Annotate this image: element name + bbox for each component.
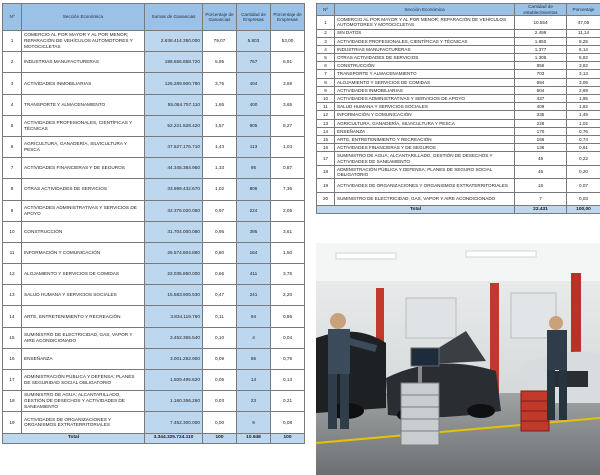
row-ganancias: 26.574.804.880	[145, 242, 203, 263]
row-pct-empresas: 8,27	[271, 115, 305, 136]
row-section: ACTIVIDADES FINANCIERAS Y DE SEGUROS	[335, 144, 515, 152]
row-empresas: 9	[237, 412, 271, 433]
row-section: CONSTRUCCIÓN	[22, 221, 145, 242]
row-pct-ganancias: 3,75	[203, 73, 237, 94]
row-empresas: 94	[237, 306, 271, 327]
row-pct-ganancias: 0,03	[203, 391, 237, 412]
row-pct-empresas: 0,21	[271, 391, 305, 412]
row-number: 2	[3, 52, 22, 73]
table-row	[3, 306, 305, 327]
row-section: ENSEÑANZA	[335, 127, 515, 135]
row-number: 15	[317, 135, 335, 143]
row-pct: 1,02	[567, 119, 600, 127]
row-pct: 1,95	[567, 95, 600, 103]
row-ganancias: 3.452.365.540	[145, 327, 203, 348]
row-number: 6	[317, 62, 335, 70]
table-row	[317, 165, 600, 179]
total-pct-ganancias: 100	[203, 433, 237, 443]
total-cantidad: 22.431	[515, 206, 567, 214]
row-number: 11	[317, 103, 335, 111]
row-pct: 11,14	[567, 29, 600, 37]
row-empresas: 905	[237, 115, 271, 136]
row-number: 14	[3, 306, 22, 327]
row-cantidad: 604	[515, 86, 567, 94]
row-pct-empresas: 3,61	[271, 221, 305, 242]
row-number: 17	[317, 152, 335, 166]
row-cantidad: 856	[515, 62, 567, 70]
row-section: ACTIVIDADES ADMINISTRATIVAS Y SERVICIOS DE APOYO	[335, 95, 515, 103]
row-number: 19	[317, 179, 335, 193]
auto-repair-workshop-image	[316, 243, 600, 475]
table-row	[3, 264, 305, 285]
row-empresas: 4	[237, 327, 271, 348]
table-row	[3, 136, 305, 157]
row-number: 10	[317, 95, 335, 103]
table-row	[317, 45, 600, 53]
table-row	[317, 111, 600, 119]
table-row	[3, 412, 305, 433]
row-section: ALOJAMIENTO Y SERVICIOS DE COMIDAS	[335, 78, 515, 86]
row-cantidad: 1.850	[515, 37, 567, 45]
row-pct-empresas: 0,04	[271, 327, 305, 348]
row-pct-ganancias: 79,07	[203, 31, 237, 52]
table-row	[317, 192, 600, 206]
row-empresas: 241	[237, 285, 271, 306]
row-number: 1	[317, 16, 335, 30]
row-number: 16	[3, 348, 22, 369]
table-row	[3, 31, 305, 52]
row-number: 5	[3, 115, 22, 136]
row-number: 13	[3, 285, 22, 306]
row-number: 18	[3, 391, 22, 412]
table-row	[3, 158, 305, 179]
row-number: 7	[317, 70, 335, 78]
row-section: CONSTRUCCIÓN	[335, 62, 515, 70]
row-pct-empresas: 6,91	[271, 52, 305, 73]
row-empresas: 95	[237, 158, 271, 179]
row-number: 7	[3, 158, 22, 179]
row-section: SUMINISTRO DE AGUA; ALCANTARILLADO, GESTIÓN DE DESECHOS Y ACTIVIDADES DE SANEAMIENTO	[335, 152, 515, 166]
col-header: Nº	[317, 4, 335, 16]
row-empresas: 23	[237, 391, 271, 412]
total-pct-empresas: 100	[271, 433, 305, 443]
row-cantidad: 1.377	[515, 45, 567, 53]
row-number: 1	[3, 31, 22, 52]
row-section: SUMINISTRO DE ELECTRICIDAD, GAS, VAPOR Y AIRE ACONDICIONADO	[335, 192, 515, 206]
row-pct-ganancias: 0,09	[203, 348, 237, 369]
left-table-total-row	[3, 433, 305, 443]
table-row	[3, 115, 305, 136]
table-row	[317, 144, 600, 152]
table-row	[3, 179, 305, 200]
table-row	[3, 391, 305, 412]
row-cantidad: 45	[515, 165, 567, 179]
row-pct: 3,05	[567, 78, 600, 86]
table-row	[3, 94, 305, 115]
row-pct: 2,69	[567, 86, 600, 94]
row-pct: 47,05	[567, 16, 600, 30]
row-empresas: 400	[237, 94, 271, 115]
col-header: Porcentaje de Ganancias	[203, 4, 237, 31]
row-pct: 0,74	[567, 135, 600, 143]
row-ganancias: 44.345.384.950	[145, 158, 203, 179]
row-pct-empresas: 0,79	[271, 348, 305, 369]
row-empresas: 411	[237, 264, 271, 285]
row-pct-empresas: 0,13	[271, 370, 305, 391]
total-ganancias: 3.344.325.724.110	[145, 433, 203, 443]
row-number: 20	[317, 192, 335, 206]
table-row	[3, 221, 305, 242]
row-cantidad: 16	[515, 179, 567, 193]
row-section: INFORMACIÓN Y COMUNICACIÓN	[335, 111, 515, 119]
row-number: 19	[3, 412, 22, 433]
row-section: ACTIVIDADES FINANCIERAS Y DE SEGUROS	[22, 158, 145, 179]
row-ganancias: 1.160.356.260	[145, 391, 203, 412]
row-pct: 0,76	[567, 127, 600, 135]
row-pct: 3,82	[567, 62, 600, 70]
row-pct-ganancias: 0,10	[203, 327, 237, 348]
row-section: SALUD HUMANA Y SERVICIOS SOCIALES	[335, 103, 515, 111]
row-section: OTRAS ACTIVIDADES DE SERVICIOS	[335, 54, 515, 62]
row-section: ACTIVIDADES DE ORGANIZACIONES Y ORGANISMOS EXTRATERRITORIALES	[335, 179, 515, 193]
row-pct: 6,14	[567, 45, 600, 53]
left-data-table	[2, 3, 305, 444]
table-row	[3, 348, 305, 369]
row-section: ACTIVIDADES INMOBILIARIAS	[22, 73, 145, 94]
table-row	[317, 152, 600, 166]
row-ganancias: 52.221.528.420	[145, 115, 203, 136]
table-row	[3, 52, 305, 73]
row-pct: 5,82	[567, 54, 600, 62]
row-section: INFORMACIÓN Y COMUNICACIÓN	[22, 242, 145, 263]
row-ganancias: 3.834.119.760	[145, 306, 203, 327]
row-cantidad: 166	[515, 135, 567, 143]
row-ganancias: 55.084.757.110	[145, 94, 203, 115]
row-number: 13	[317, 119, 335, 127]
total-pct: 100,00	[567, 206, 600, 214]
row-pct-ganancias: 1,65	[203, 94, 237, 115]
row-pct-ganancias: 0,66	[203, 264, 237, 285]
row-pct: 0,20	[567, 165, 600, 179]
row-cantidad: 684	[515, 78, 567, 86]
right-data-table	[316, 3, 600, 214]
right-table-total-row	[317, 206, 600, 214]
row-section: INDUSTRIAS MANUFACTURERAS	[22, 52, 145, 73]
row-cantidad: 703	[515, 70, 567, 78]
row-ganancias: 7.452.300.000	[145, 412, 203, 433]
row-pct-empresas: 3,65	[271, 94, 305, 115]
row-empresas: 14	[237, 370, 271, 391]
row-ganancias: 22.035.850.000	[145, 264, 203, 285]
right-table-header-row	[317, 4, 600, 16]
table-row	[317, 16, 600, 30]
table-row	[317, 179, 600, 193]
row-section: SUMINISTRO DE ELECTRICIDAD, GAS, VAPOR Y AIRE ACONDICIONADO	[22, 327, 145, 348]
table-row	[3, 285, 305, 306]
row-pct-ganancias: 5,95	[203, 52, 237, 73]
row-pct-ganancias: 0,95	[203, 221, 237, 242]
row-ganancias: 33.999.432.670	[145, 179, 203, 200]
total-empresas: 10.948	[237, 433, 271, 443]
row-ganancias: 1.509.495.620	[145, 370, 203, 391]
row-ganancias: 32.376.020.050	[145, 200, 203, 221]
table-row	[317, 62, 600, 70]
row-cantidad: 7	[515, 192, 567, 206]
row-number: 18	[317, 165, 335, 179]
row-cantidad: 335	[515, 111, 567, 119]
row-empresas: 113	[237, 136, 271, 157]
col-header: Porcentaje de Empresas	[271, 4, 305, 31]
row-empresas: 806	[237, 179, 271, 200]
row-cantidad: 170	[515, 127, 567, 135]
row-section: SUMINISTRO DE AGUA; ALCANTARILLADO, GESTIÓN DE DESECHOS Y ACTIVIDADES DE SANEAMIENTO	[22, 391, 145, 412]
row-section: AGRICULTURA, GANADERÍA, SILVICULTURA Y PESCA	[22, 136, 145, 157]
row-number: 14	[317, 127, 335, 135]
row-ganancias: 125.289.900.780	[145, 73, 203, 94]
row-cantidad: 437	[515, 95, 567, 103]
row-ganancias: 2.638.414.350.000	[145, 31, 203, 52]
row-number: 8	[3, 179, 22, 200]
row-pct-empresas: 0,87	[271, 158, 305, 179]
table-row	[317, 135, 600, 143]
row-cantidad: 10.554	[515, 16, 567, 30]
row-section: ADMINISTRACIÓN PÚBLICA Y DEFENSA; PLANES DE SEGURIDAD SOCIAL OBLIGATORIO	[22, 370, 145, 391]
row-pct-empresas: 1,03	[271, 136, 305, 157]
row-pct-ganancias: 0,00	[203, 412, 237, 433]
row-pct: 0,22	[567, 152, 600, 166]
row-section: ADMINISTRACIÓN PÚBLICA Y DEFENSA; PLANES DE SEGURO SOCIAL OBLIGATORIO	[335, 165, 515, 179]
row-number: 12	[3, 264, 22, 285]
row-section: ACTIVIDADES PROFESIONALES, CIENTÍFICAS Y TÉCNICAS	[335, 37, 515, 45]
row-section: ACTIVIDADES DE ORGANIZACIONES Y ORGANISMOS EXTRATERRITORIALES	[22, 412, 145, 433]
col-header: Sumas de Ganancias	[145, 4, 203, 31]
table-row	[3, 73, 305, 94]
row-pct-empresas: 0,86	[271, 306, 305, 327]
row-cantidad: 2.499	[515, 29, 567, 37]
col-header: Cantidad de Empresas	[237, 4, 271, 31]
table-row	[317, 37, 600, 45]
row-section: SIN DATOS	[335, 29, 515, 37]
row-number: 10	[3, 221, 22, 242]
row-pct-empresas: 3,75	[271, 264, 305, 285]
table-row	[3, 370, 305, 391]
row-empresas: 224	[237, 200, 271, 221]
row-number: 6	[3, 136, 22, 157]
row-number: 16	[317, 144, 335, 152]
row-empresas: 404	[237, 73, 271, 94]
row-section: ALOJAMIENTO Y SERVICIOS DE COMIDAS	[22, 264, 145, 285]
table-row	[317, 119, 600, 127]
left-table-header-row	[3, 4, 305, 31]
row-section: ENSEÑANZA	[22, 348, 145, 369]
table-row	[317, 70, 600, 78]
row-ganancias: 15.583.905.530	[145, 285, 203, 306]
row-pct-empresas: 53,00	[271, 31, 305, 52]
row-ganancias: 31.704.000.080	[145, 221, 203, 242]
row-pct-empresas: 1,50	[271, 242, 305, 263]
row-pct: 0,03	[567, 192, 600, 206]
row-number: 11	[3, 242, 22, 263]
row-pct: 0,61	[567, 144, 600, 152]
row-number: 3	[3, 73, 22, 94]
row-section: ARTE, ENTRETENIMIENTO Y RECREACIÓN	[22, 306, 145, 327]
total-label: Total	[3, 433, 145, 443]
row-pct: 3,13	[567, 70, 600, 78]
row-section: TRANSPORTE Y ALMACENAMIENTO	[22, 94, 145, 115]
table-row	[3, 200, 305, 221]
col-header: Porcentaje	[567, 4, 600, 16]
row-cantidad: 409	[515, 103, 567, 111]
table-row	[3, 242, 305, 263]
row-number: 3	[317, 37, 335, 45]
row-ganancias: 198.656.858.720	[145, 52, 203, 73]
table-row	[317, 29, 600, 37]
table-row	[317, 54, 600, 62]
row-number: 4	[3, 94, 22, 115]
table-row	[317, 103, 600, 111]
row-empresas: 757	[237, 52, 271, 73]
row-section: ARTE, ENTRETENIMIENTO Y RECREACIÓN	[335, 135, 515, 143]
row-number: 12	[317, 111, 335, 119]
row-pct-ganancias: 0,05	[203, 370, 237, 391]
row-ganancias: 47.627.176.710	[145, 136, 203, 157]
row-ganancias: 3.001.292.900	[145, 348, 203, 369]
row-pct: 0,07	[567, 179, 600, 193]
row-number: 17	[3, 370, 22, 391]
row-section: ACTIVIDADES PROFESIONALES, CIENTÍFICAS Y TÉCNICAS	[22, 115, 145, 136]
row-number: 5	[317, 54, 335, 62]
row-pct-ganancias: 0,11	[203, 306, 237, 327]
col-header: Sección Económica	[335, 4, 515, 16]
row-pct: 8,25	[567, 37, 600, 45]
row-empresas: 164	[237, 242, 271, 263]
table-row	[3, 327, 305, 348]
table-row	[317, 95, 600, 103]
row-section: AGRICULTURA, GANADERÍA, SILVICULTURA Y PESCA	[335, 119, 515, 127]
row-number: 9	[3, 200, 22, 221]
row-pct-ganancias: 0,47	[203, 285, 237, 306]
row-pct-empresas: 7,36	[271, 179, 305, 200]
row-pct: 1,82	[567, 103, 600, 111]
workshop-photo	[316, 243, 600, 475]
total-label: Total	[317, 206, 515, 214]
row-pct-empresas: 3,69	[271, 73, 305, 94]
row-section: ACTIVIDADES ADMINISTRATIVAS Y SERVICIOS DE APOYO	[22, 200, 145, 221]
table-row	[317, 127, 600, 135]
row-pct-ganancias: 1,33	[203, 158, 237, 179]
row-pct-empresas: 0,08	[271, 412, 305, 433]
row-number: 8	[317, 78, 335, 86]
row-pct-ganancias: 1,57	[203, 115, 237, 136]
col-header: Cantidad de establecimientos	[515, 4, 567, 16]
row-pct-ganancias: 1,43	[203, 136, 237, 157]
table-row	[317, 86, 600, 94]
row-number: 2	[317, 29, 335, 37]
row-pct-empresas: 2,20	[271, 285, 305, 306]
row-section: OTRAS ACTIVIDADES DE SERVICIOS	[22, 179, 145, 200]
col-header: Nº	[3, 4, 22, 31]
row-section: SALUD HUMANA Y SERVICIOS SOCIALES	[22, 285, 145, 306]
row-empresas: 5.803	[237, 31, 271, 52]
row-cantidad: 228	[515, 119, 567, 127]
row-number: 4	[317, 45, 335, 53]
row-section: ACTIVIDADES INMOBILIARIAS	[335, 86, 515, 94]
table-row	[317, 78, 600, 86]
row-section: COMERCIO AL POR MAYOR Y AL POR MENOR; REPARACIÓN DE VEHÍCULOS AUTOMOTORES Y MOTOCICLETAS	[335, 16, 515, 30]
row-empresas: 86	[237, 348, 271, 369]
row-pct-empresas: 2,05	[271, 200, 305, 221]
row-pct: 1,49	[567, 111, 600, 119]
row-number: 15	[3, 327, 22, 348]
row-cantidad: 49	[515, 152, 567, 166]
col-header: Sección Económica	[22, 4, 145, 31]
row-pct-ganancias: 0,97	[203, 200, 237, 221]
row-section: TRANSPORTE Y ALMACENAMIENTO	[335, 70, 515, 78]
row-pct-ganancias: 1,02	[203, 179, 237, 200]
row-section: INDUSTRIAS MANUFACTURERAS	[335, 45, 515, 53]
row-empresas: 395	[237, 221, 271, 242]
row-cantidad: 136	[515, 144, 567, 152]
row-pct-ganancias: 0,80	[203, 242, 237, 263]
row-cantidad: 1.306	[515, 54, 567, 62]
row-section: COMERCIO AL POR MAYOR Y AL POR MENOR; REPARACIÓN DE VEHÍCULOS AUTOMOTORES Y MOTOCICLETAS	[22, 31, 145, 52]
row-number: 9	[317, 86, 335, 94]
